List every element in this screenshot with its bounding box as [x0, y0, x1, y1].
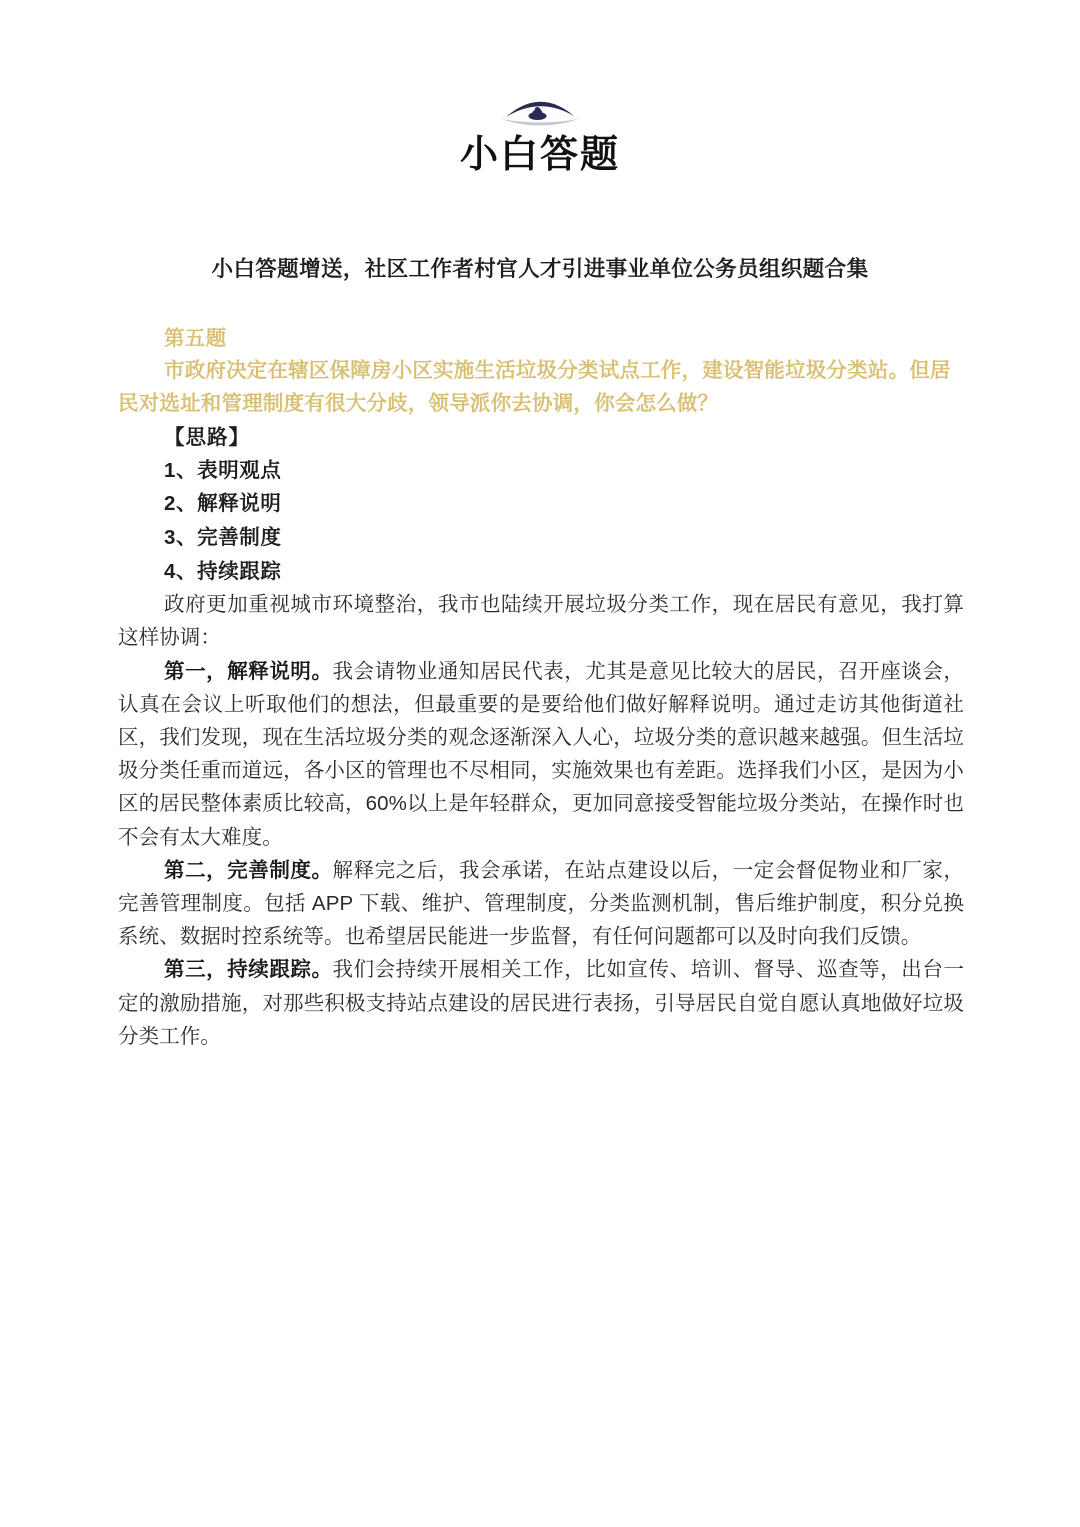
- page-title: 小白答题增送，社区工作者村官人才引进事业单位公务员组织题合集: [211, 256, 869, 282]
- answer-paragraph-3: [118, 953, 964, 1053]
- brand-logo: [0, 0, 1080, 176]
- outline-item-3: 3、完善制度: [164, 525, 282, 549]
- outline-item-2: 2、解释说明: [164, 492, 282, 516]
- paragraph-lead: 第三，持续跟踪。: [164, 958, 333, 982]
- paragraph-body: 我会请物业通知居民代表，尤其是意见比较大的居民，召开座谈会，认真在会议上听取他们的想法，但最重要的是要给他们做好解释说明。通过走访其他街道社区，我们发现，现在生活垃圾分类的观念逐渐深入人心，垃圾分类的意识越来越强。但生活垃圾分类任重而道远，各小区的管理也不尽相同，实施效果也有差距。选择我们小区，是因为小区的居民整体素质比较高，60%以上是年轻群众，更加同意接受智能垃圾分类站，在操作时也不会有太大难度。: [118, 659, 964, 849]
- paragraph-body: 我们会持续开展相关工作，比如宣传、培训、督导、巡查等，出台一定的激励措施，对那些积极支持站点建设的居民进行表扬，引导居民自觉自愿认真地做好垃圾分类工作。: [118, 958, 964, 1048]
- outline-item-4: 4、持续跟踪: [164, 559, 282, 583]
- eye-logo-icon: [497, 86, 583, 132]
- question-number: 第五题: [164, 327, 227, 350]
- paragraph-body: 政府更加重视城市环境整治，我市也陆续开展垃圾分类工作，现在居民有意见，我打算这样协调：: [118, 593, 964, 650]
- brand-wordmark: 小白答题: [459, 132, 620, 176]
- answer-paragraph-intro: [118, 588, 964, 654]
- document-body: [118, 323, 964, 1053]
- answer-paragraph-2: [118, 854, 964, 954]
- answer-paragraph-1: [118, 655, 964, 854]
- outline-item-1: 1、表明观点: [164, 458, 282, 482]
- paragraph-lead: 第一，解释说明。: [164, 659, 333, 683]
- paragraph-lead: 第二，完善制度。: [164, 858, 333, 882]
- question-text: 市政府决定在辖区保障房小区实施生活垃圾分类试点工作，建设智能垃圾分类站。但居民对选址和管理制度有很大分歧，领导派你去协调，你会怎么做？: [118, 359, 951, 416]
- paragraph-body: 解释完之后，我会承诺，在站点建设以后，一定会督促物业和厂家，完善管理制度。包括 APP 下载、维护、管理制度，分类监测机制，售后维护制度，积分兑换系统、数据时控系统等。也希望居民能进一步监督，有任何问题都可以及时向我们反馈。: [118, 858, 964, 949]
- outline-heading: 【思路】: [164, 425, 250, 449]
